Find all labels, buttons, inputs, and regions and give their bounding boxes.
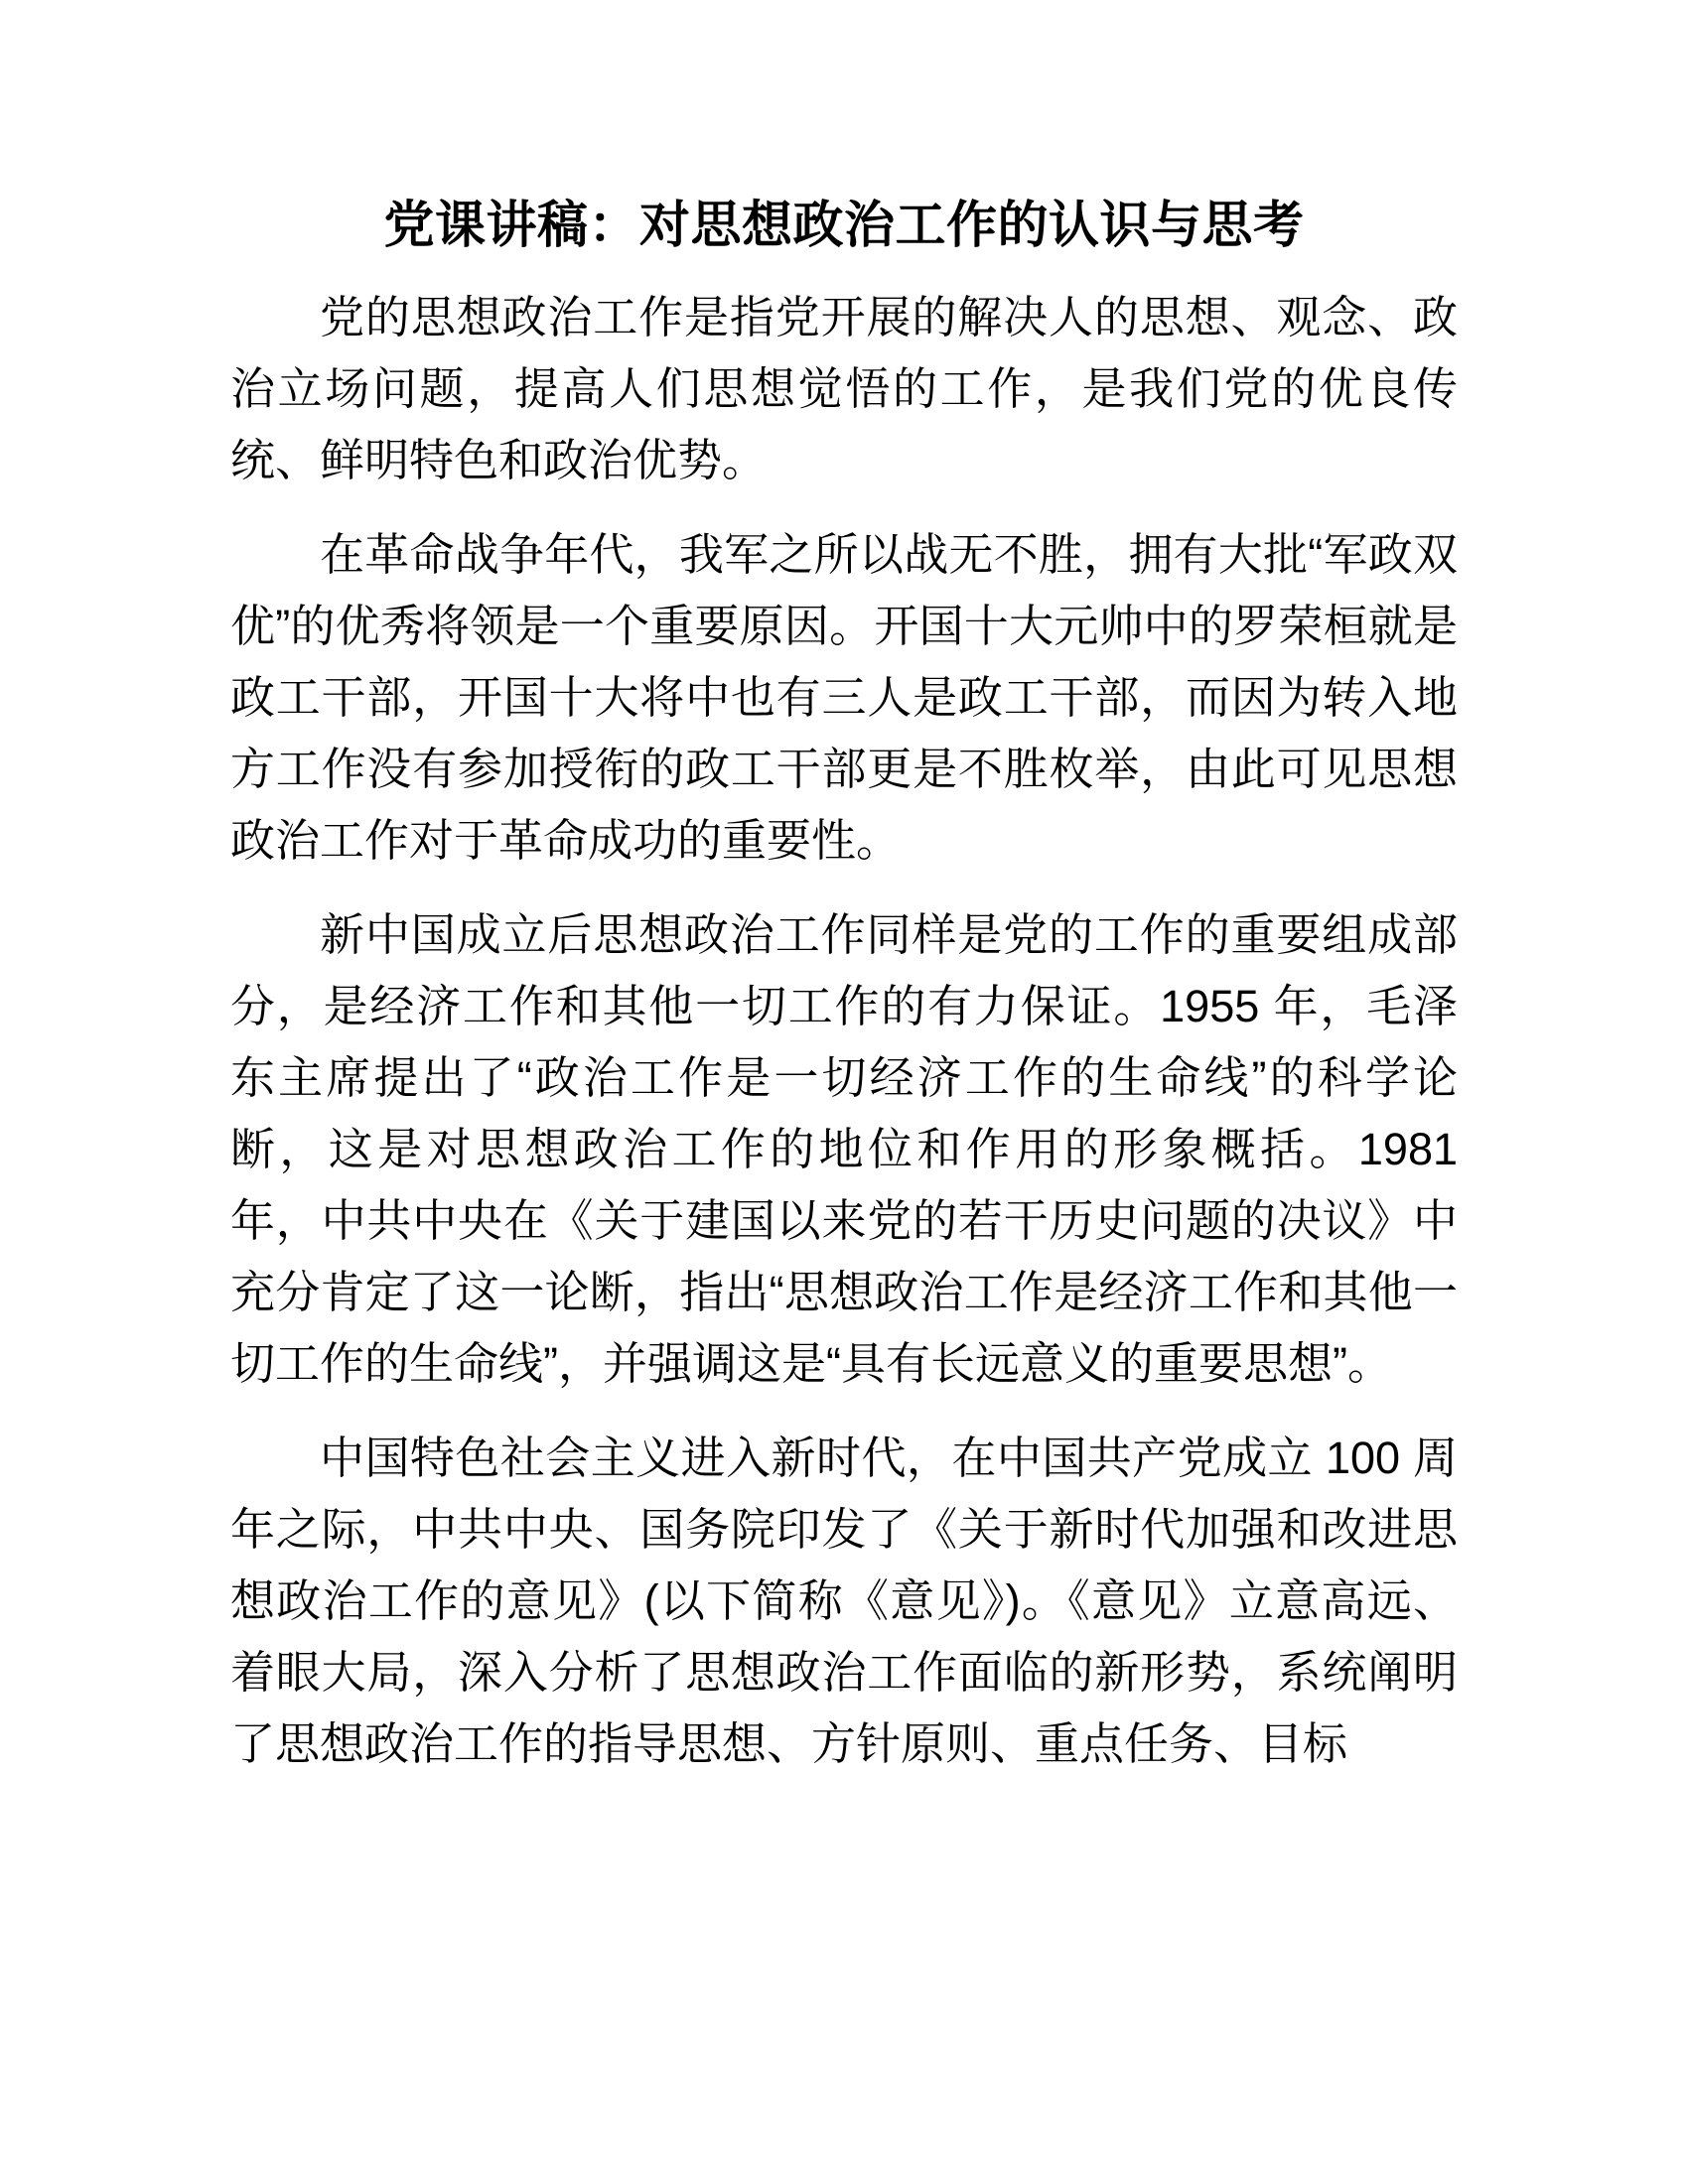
body-paragraph-4: 中国特色社会主义进入新时代，在中国共产党成立 100 周年之际，中共中央、国务院印发了《关于新时代加强和改进思想政治工作的意见》(以下简称《意见》)。《意见》立意高远、着眼大局，深入分析了思想政治工作面临的新形势，系统阐明了思想政治工作的指导思想、方针原则、重点任务、目标	[230, 1433, 1458, 1770]
body-paragraph-2: 在革命战争年代，我军之所以战无不胜，拥有大批“军政双优”的优秀将领是一个重要原因。开国十大元帅中的罗荣桓就是政工干部，开国十大将中也有三人是政工干部，而因为转入地方工作没有参加授衔的政工干部更是不胜枚举，由此可见思想政治工作对于革命成功的重要性。	[230, 529, 1458, 867]
body-paragraph-1: 党的思想政治工作是指党开展的解决人的思想、观念、政治立场问题，提高人们思想觉悟的工作，是我们党的优良传统、鲜明特色和政治优势。	[230, 292, 1458, 486]
body-paragraph-3: 新中国成立后思想政治工作同样是党的工作的重要组成部分，是经济工作和其他一切工作的有力保证。1955 年，毛泽东主席提出了“政治工作是一切经济工作的生命线”的科学论断，这是对思想政治工作的地位和作用的形象概括。1981 年，中共中央在《关于建国以来党的若干历史问题的决议》中充分肯定了这一论断，指出“思想政治工作是经济工作和其他一切工作的生命线”，并强调这是“具有长远意义的重要思想”。	[230, 909, 1458, 1390]
page-title: 党课讲稿：对思想政治工作的认识与思考	[383, 197, 1305, 253]
